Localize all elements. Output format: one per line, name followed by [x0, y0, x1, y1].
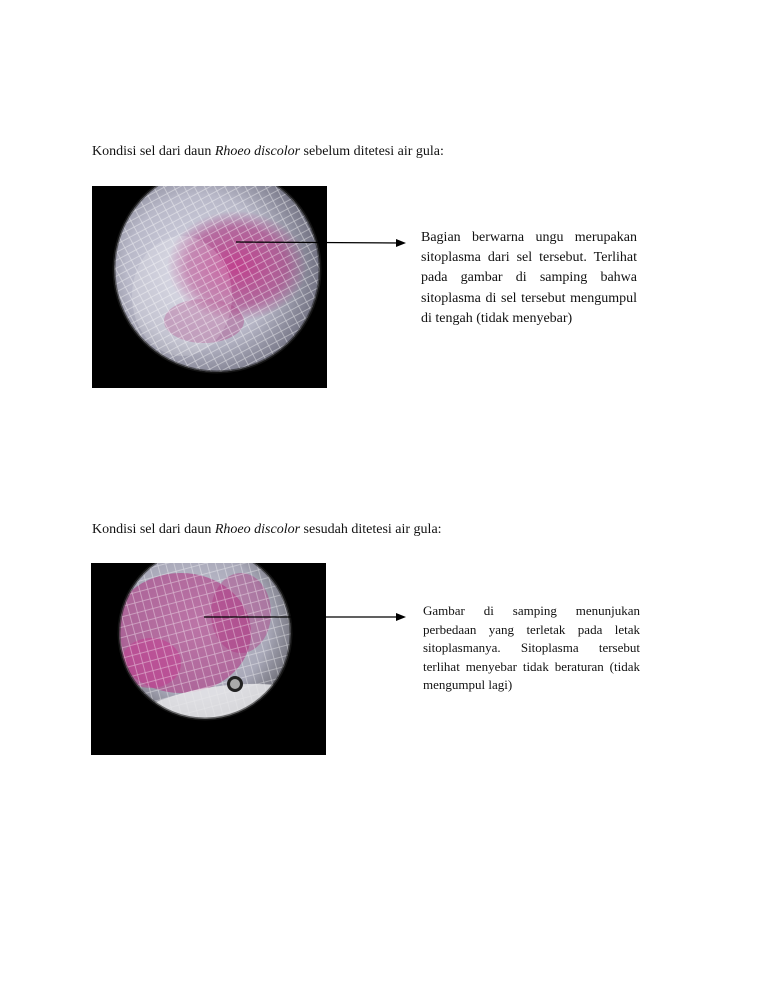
- species-name: Rhoeo discolor: [214, 144, 301, 159]
- heading-after-treatment: [92, 521, 442, 539]
- annotation-after: Gambar di samping menunjukan perbedaan yang terletak pada letak sitoplasmanya. Sitoplasma tersebut terlihat menyebar tidak beraturan (tidak mengumpul lagi): [423, 603, 640, 693]
- microscope-photo-after: [91, 563, 326, 755]
- heading-prefix: Kondisi sel dari daun: [92, 522, 215, 537]
- heading-suffix: sesudah ditetesi air gula:: [300, 522, 442, 537]
- arrow-pointer-1: [230, 232, 410, 252]
- heading-before-treatment: [92, 143, 444, 161]
- microscope-photo-before: [92, 186, 327, 388]
- annotation-before: Bagian berwarna ungu merupakan sitoplasma dari sel tersebut. Terlihat pada gambar di samping bahwa sitoplasma di sel tersebut mengumpul di tengah (tidak menyebar): [421, 230, 637, 326]
- arrow-pointer-2: [200, 607, 410, 627]
- species-name: Rhoeo discolor: [214, 522, 301, 537]
- heading-prefix: Kondisi sel dari daun: [92, 144, 215, 159]
- heading-suffix: sebelum ditetesi air gula:: [300, 144, 444, 159]
